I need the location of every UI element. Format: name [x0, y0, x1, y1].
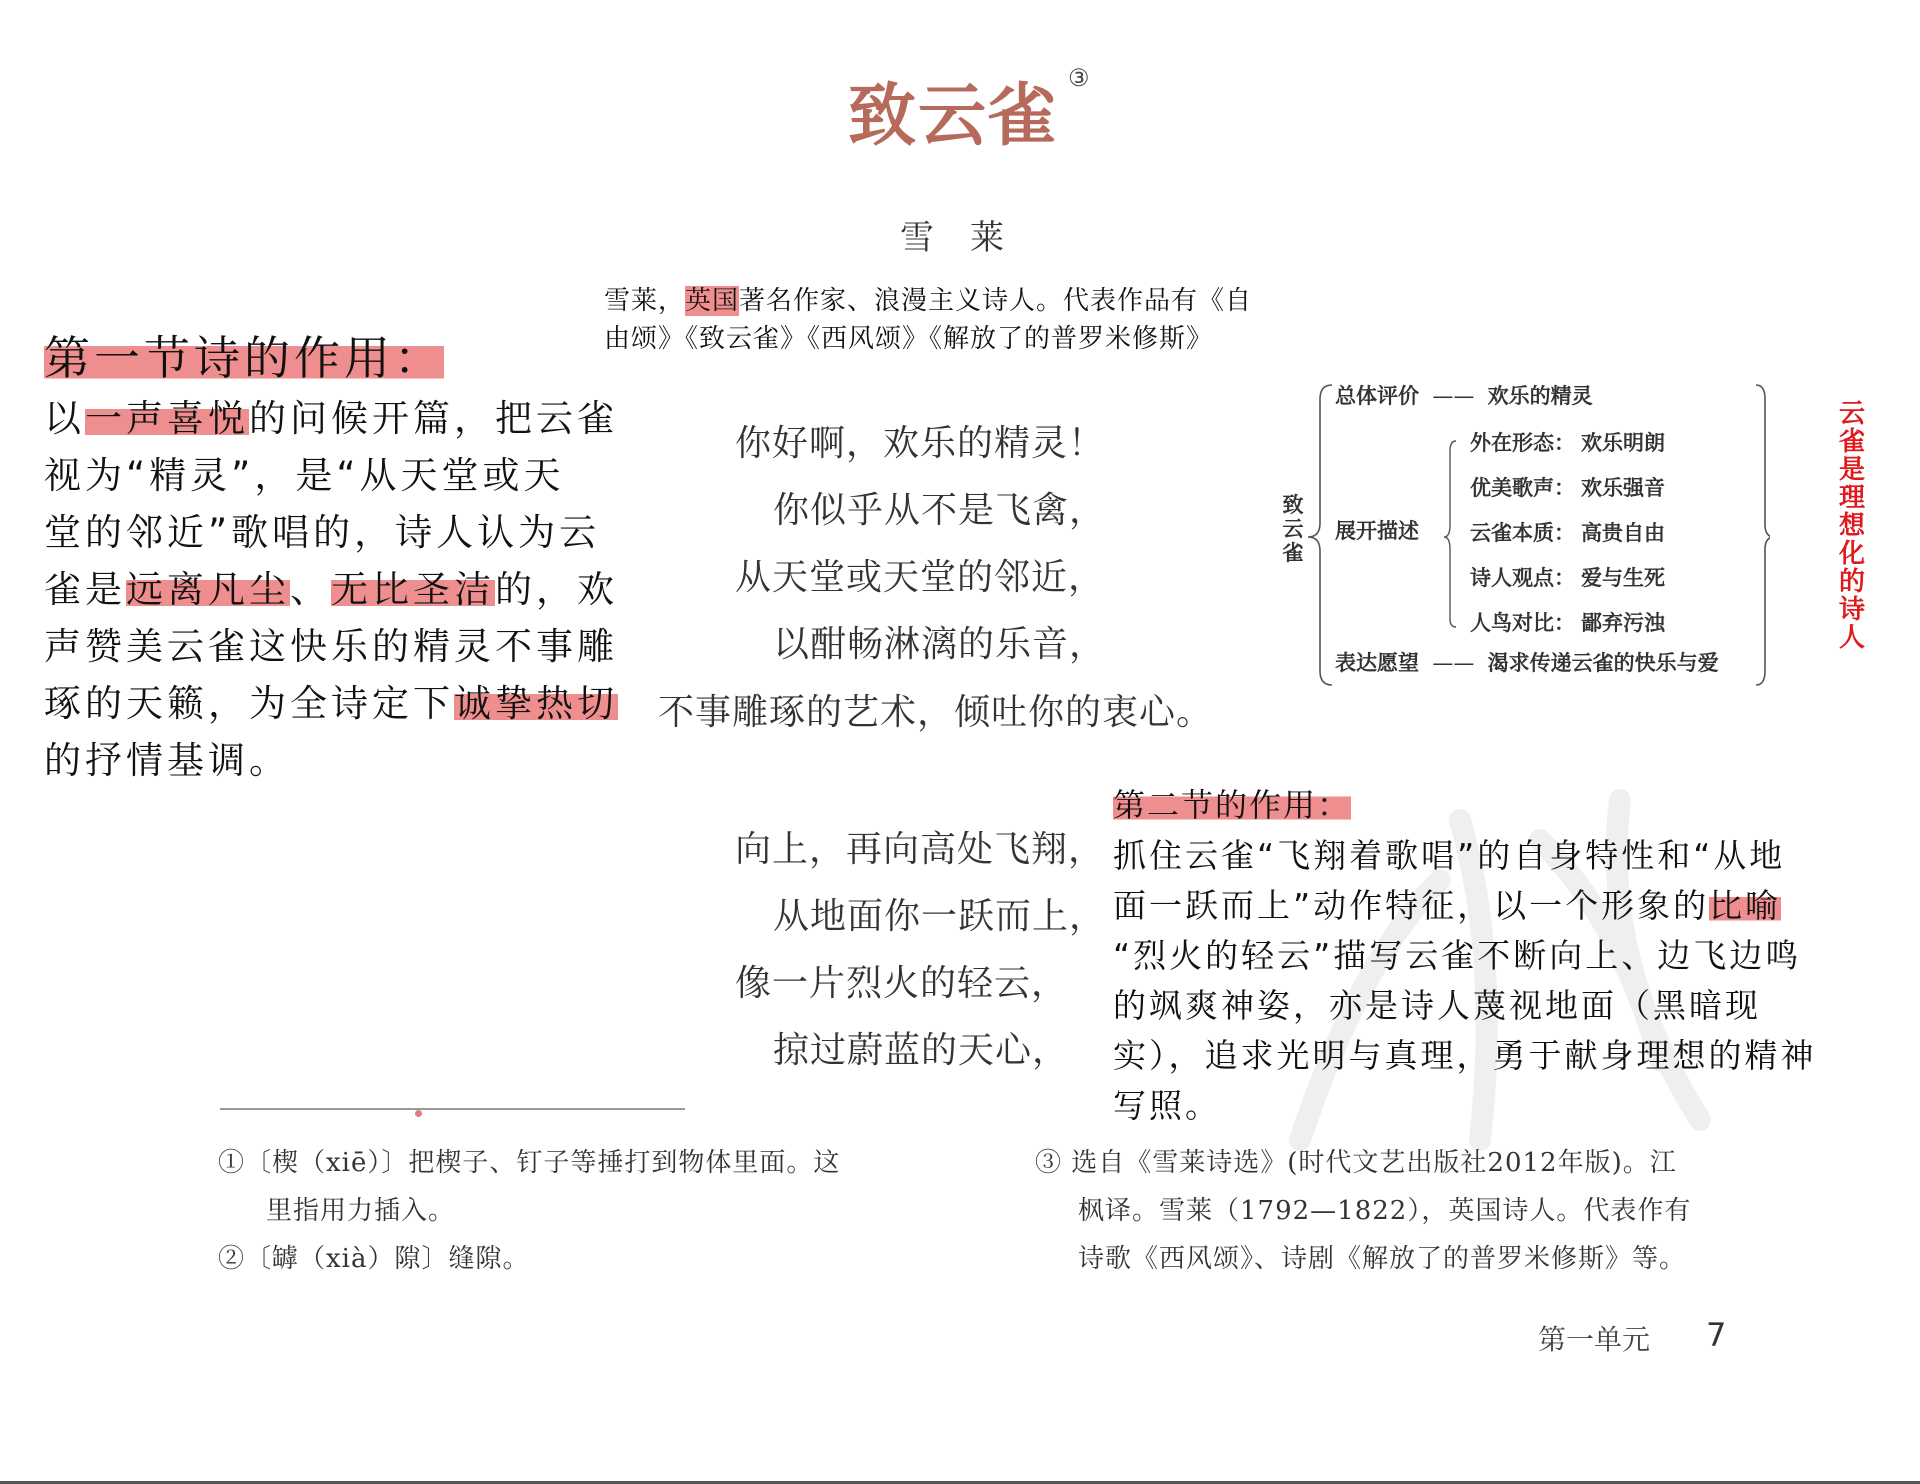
note-text: 的问候开篇，把云雀	[249, 397, 618, 440]
author-name: 雪莱	[900, 218, 1040, 258]
section-two-heading	[1113, 780, 1351, 826]
left-note-line: 的抒情基调。	[44, 739, 290, 782]
footnote-marker: ③	[1035, 1148, 1063, 1178]
footnote-3-line-2: 枫译。雪莱（1792—1822），英国诗人。代表作有	[1078, 1196, 1692, 1226]
poem-line: 你似乎从不是飞禽，	[773, 490, 1107, 531]
mind-map-wish	[1335, 647, 1719, 677]
note-text: 面一跃而上”动作特征，以一个形象的	[1113, 886, 1710, 925]
item-key: 诗人观点：	[1470, 566, 1575, 590]
poem-line: 掠过蔚蓝的天心，	[773, 1030, 1070, 1071]
left-note-line	[44, 388, 618, 442]
overall-label: 总体评价	[1335, 384, 1419, 408]
dash: ——	[1432, 384, 1475, 408]
mind-map-item	[1470, 607, 1665, 637]
item-key: 优美歌声：	[1470, 476, 1575, 500]
wish-label: 表达愿望	[1335, 651, 1419, 675]
item-value: 欢乐强音	[1581, 476, 1665, 500]
item-value: 爱与生死	[1581, 566, 1665, 590]
mind-map-root: 致云雀	[1282, 493, 1304, 565]
dash: ——	[1432, 651, 1475, 675]
poem-line: 不事雕琢的艺术，倾吐你的衷心。	[658, 692, 1214, 733]
left-note-line: 堂的邻近”歌唱的，诗人认为云	[44, 511, 601, 554]
wish-value: 渴求传递云雀的快乐与爱	[1487, 651, 1719, 675]
item-value: 鄙弃污浊	[1581, 611, 1665, 635]
section-one-heading	[44, 322, 444, 388]
footnote-text: 〔罅（xià）隙〕缝隙。	[245, 1244, 530, 1274]
mind-map-expand-label: 展开描述	[1335, 519, 1419, 543]
footer-unit-label: 第一单元	[1538, 1323, 1651, 1356]
section-one-heading-text: 第一节诗的作用：	[44, 331, 444, 385]
left-note-line	[44, 559, 618, 613]
footnote-3-line-3: 诗歌《西风颂》、诗剧《解放了的普罗米修斯》等。	[1078, 1244, 1687, 1274]
poem-line: 从地面你一跃而上，	[773, 896, 1107, 937]
section-two-line	[1113, 880, 1781, 927]
overall-value: 欢乐的精灵	[1487, 384, 1593, 408]
section-two-heading-text: 第二节的作用：	[1113, 786, 1352, 824]
page-title: 致云雀	[848, 76, 1059, 156]
mind-map-item	[1470, 427, 1665, 457]
poem-line: 向上，再向高处飞翔，	[735, 829, 1106, 870]
poem-line: 以酣畅淋漓的乐音，	[773, 624, 1107, 665]
item-key: 云雀本质：	[1470, 521, 1575, 545]
note-text: 琢的天籁，为全诗定下	[44, 682, 454, 725]
note-highlight: 比喻	[1709, 886, 1782, 925]
poem-line: 你好啊，欢乐的精灵！	[735, 423, 1106, 464]
item-value: 高贵自由	[1581, 521, 1665, 545]
item-key: 人鸟对比：	[1470, 611, 1575, 635]
footnote-text: 选自《雪莱诗选》(时代文艺出版社2012年版)。江	[1071, 1148, 1677, 1178]
footnote-text: 〔楔（xiē）〕把楔子、钉子等捶打到物体里面。这	[245, 1148, 841, 1178]
poem-line: 从天堂或天堂的邻近，	[735, 557, 1106, 598]
note-highlight: 远离凡尘	[126, 568, 290, 611]
mind-map-item	[1470, 472, 1665, 502]
intro-note-line-1	[604, 280, 1252, 317]
mind-map-item	[1470, 562, 1665, 592]
footnote-1	[218, 1142, 840, 1179]
note-text: 雀是	[44, 568, 126, 611]
section-two-line: 的飒爽神姿，亦是诗人蔑视地面（黑暗现	[1113, 986, 1761, 1025]
intro-text: 雪莱，	[604, 286, 686, 316]
left-note-line: 视为“精灵”，是“从天堂或天	[44, 454, 565, 497]
note-text: 、	[290, 568, 331, 611]
footnote-divider-dot	[415, 1110, 422, 1117]
mind-map-overall	[1335, 380, 1593, 410]
note-text: 的，欢	[495, 568, 618, 611]
footnote-3	[1035, 1142, 1677, 1179]
intro-note-line-2: 由颂》《致云雀》《西风颂》《解放了的普罗米修斯》	[604, 324, 1214, 354]
poem-line: 像一片烈火的轻云，	[735, 963, 1069, 1004]
footnote-marker: ①	[218, 1148, 246, 1178]
conclusion-vertical-text: 云雀是理想化的诗人	[1838, 399, 1865, 653]
section-two-line: 写照。	[1113, 1086, 1221, 1125]
section-two-line: 抓住云雀“飞翔着歌唱”的自身特性和“从地	[1113, 836, 1786, 875]
title-footnote-marker: ③	[1068, 64, 1090, 92]
section-two-line: “烈火的轻云”描写云雀不断向上、边飞边鸣	[1113, 936, 1802, 975]
left-note-line	[44, 673, 618, 727]
footnote-1-cont: 里指用力插入。	[266, 1196, 456, 1226]
item-value: 欢乐明朗	[1581, 431, 1665, 455]
intro-highlight: 英国	[685, 286, 740, 316]
mind-map-item	[1470, 517, 1665, 547]
page-number: 7	[1706, 1316, 1727, 1354]
left-note-line: 声赞美云雀这快乐的精灵不事雕	[44, 625, 618, 668]
footnote-2	[218, 1238, 530, 1275]
footnote-divider	[220, 1108, 685, 1110]
note-text: 以	[44, 397, 85, 440]
item-key: 外在形态：	[1470, 431, 1575, 455]
note-highlight: 诚挚热切	[454, 682, 618, 725]
intro-text: 著名作家、浪漫主义诗人。代表作品有《自	[739, 286, 1253, 316]
note-highlight: 一声喜悦	[85, 397, 249, 440]
footnote-marker: ②	[218, 1244, 246, 1274]
section-two-line: 实），追求光明与真理，勇于献身理想的精神	[1113, 1036, 1817, 1075]
note-highlight: 无比圣洁	[331, 568, 495, 611]
